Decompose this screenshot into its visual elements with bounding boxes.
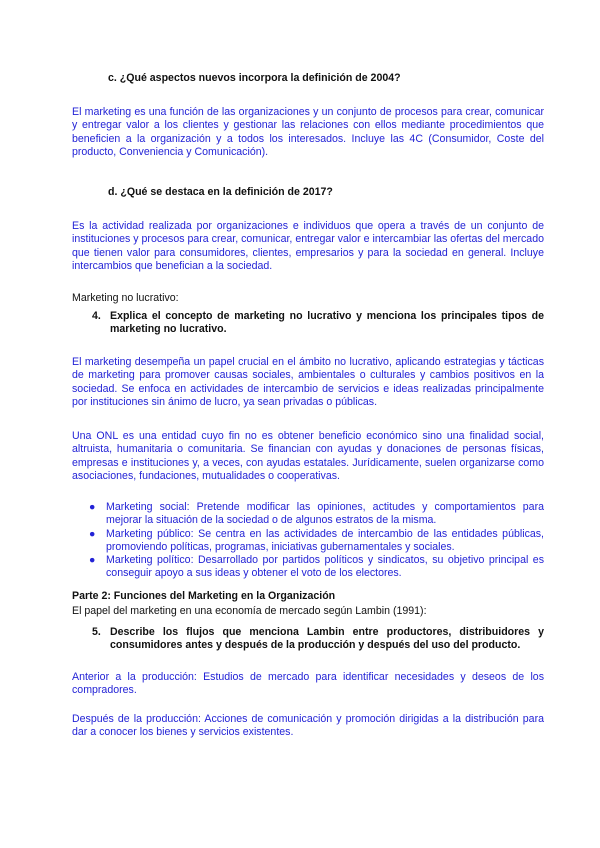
part-2-title: Parte 2: Funciones del Marketing en la Organización xyxy=(72,590,336,602)
question-4-text: Explica el concepto de marketing no lucrativo y menciona los principales tipos de marketing no lucrativo. xyxy=(110,310,544,336)
list-item-text: Marketing político: Desarrollado por partidos políticos y sindicatos, su objetivo principal es conseguir apoyo a sus ideas y obtener el voto de los electores. xyxy=(106,554,544,580)
bullet-icon: ● xyxy=(89,554,96,567)
answer-4-paragraph-2: Una ONL es una entidad cuyo fin no es obtener beneficio económico sino una finalidad social, altruista, humanitaria o comunitaria. Se financian con ayudas y donaciones de personas físicas, empresas e instituciones y, a veces, con ayudas estatales. Jurídicamente, suelen organizarse como asociaciones, fundaciones, mutualidades o cooperativas. xyxy=(72,430,544,482)
question-4 xyxy=(92,310,544,337)
list-item xyxy=(88,501,544,528)
nonprofit-types-list xyxy=(88,501,544,581)
question-5-text: Describe los flujos que menciona Lambin entre productores, distribuidores y consumidores antes y después de la producción y después del uso del producto. xyxy=(110,626,544,652)
question-5 xyxy=(92,626,544,653)
answer-5-paragraph-1: Anterior a la producción: Estudios de mercado para identificar necesidades y deseos de los compradores. xyxy=(72,671,544,697)
bullet-icon: ● xyxy=(89,501,96,513)
part-2-subtitle: El papel del marketing en una economía de mercado según Lambin (1991): xyxy=(72,605,427,617)
question-4-number: 4. xyxy=(92,310,101,322)
question-d-heading: d. ¿Qué se destaca en la definición de 2017? xyxy=(108,186,333,198)
question-c-heading: c. ¿Qué aspectos nuevos incorpora la definición de 2004? xyxy=(108,72,401,84)
list-item xyxy=(88,528,544,555)
answer-5-paragraph-2: Después de la producción: Acciones de comunicación y promoción dirigidas a la distribución para dar a conocer los bienes y servicios existentes. xyxy=(72,713,544,739)
list-item-text: Marketing público: Se centra en las actividades de intercambio de las entidades públicas, promoviendo políticas, programas, iniciativas gubernamentales y sociales. xyxy=(106,527,544,553)
answer-c-paragraph: El marketing es una función de las organizaciones y un conjunto de procesos para crear, comunicar y entregar valor a los clientes y gestionar las relaciones con ellos mediante procedimientos que beneficien a la organización y a todos los interesados. Incluye las 4C (Consumidor, Coste del producto, Conveniencia y Comunicación). xyxy=(72,106,544,158)
list-item xyxy=(88,554,544,581)
answer-4-paragraph-1: El marketing desempeña un papel crucial en el ámbito no lucrativo, aplicando estrategias y tácticas de marketing para promover causas sociales, ambientales o culturales y cambios positivos en la sociedad. Se enfoca en actividades de intercambio de servicios e ideas realizadas principalmente por instituciones sin ánimo de lucro, ya sean privadas o públicas. xyxy=(72,356,544,408)
answer-d-paragraph: Es la actividad realizada por organizaciones e individuos que opera a través de un conjunto de instituciones y procesos para crear, comunicar, entregar valor e intercambiar las ofertas del mercado que tienen valor para consumidores, clientes, empresarios y para la sociedad en general. Incluye intercambios que benefician a la sociedad. xyxy=(72,220,544,272)
question-5-number: 5. xyxy=(92,626,101,638)
bullet-icon: ● xyxy=(89,527,96,540)
list-item-text: Marketing social: Pretende modificar las opiniones, actitudes y comportamientos para mejorar la situación de la sociedad o de algunos estratos de la misma. xyxy=(106,501,544,527)
section-label: Marketing no lucrativo: xyxy=(72,292,179,304)
